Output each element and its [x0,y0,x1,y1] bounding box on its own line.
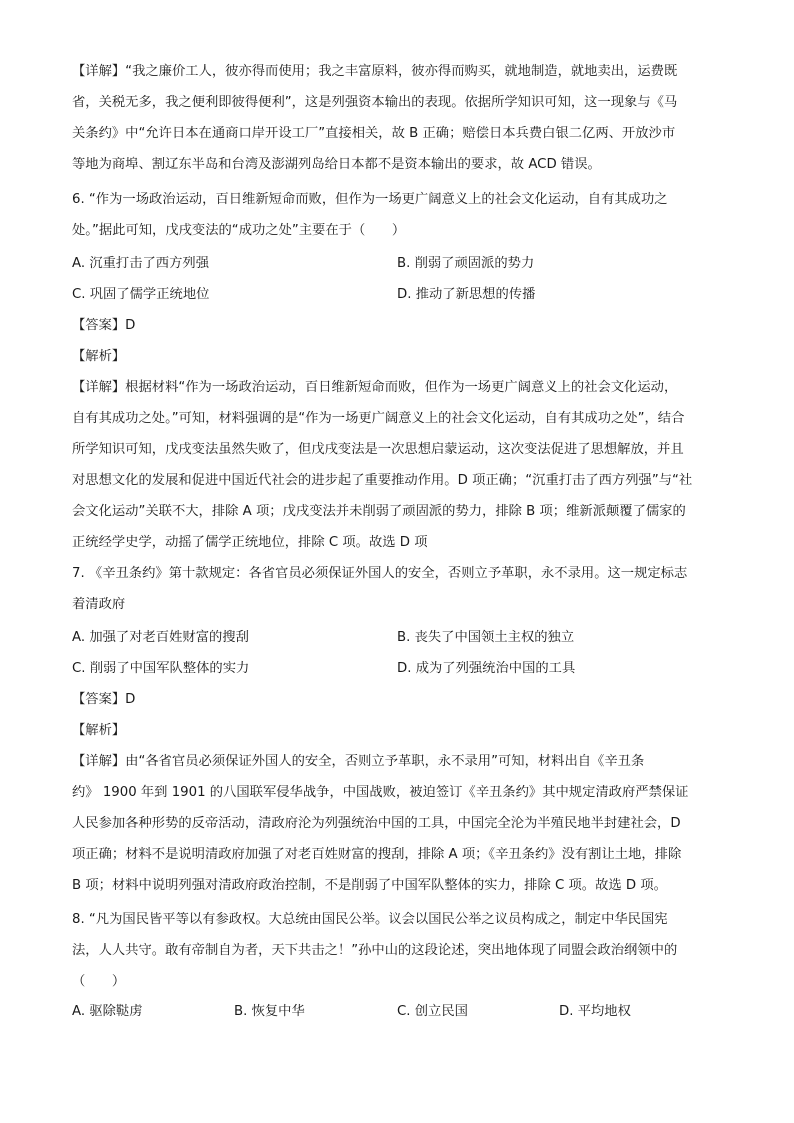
q6-detail-line-3: 所学知识可知，戊戌变法虽然失败了，但戊戌变法是一次思想启蒙运动，这次变法促进了思想解放，并且 [72,442,684,457]
q6-option-b: B. 削弱了顽固派的势力 [397,256,535,271]
q8-option-b: B. 恢复中华 [234,1004,305,1019]
q8-option-c: C. 创立民国 [397,1004,468,1019]
q7-stem-line-2: 着清政府 [72,597,126,612]
q6-detail-line-4: 对思想文化的发展和促进中国近代社会的进步起了重要推动作用。D 项正确；“沉重打击了西方列强”与“社 [72,473,693,488]
q8-option-d: D. 平均地权 [559,1004,631,1019]
q6-stem-line-2: 处。”据此可知，戊戌变法的“成功之处”主要在于（ ） [72,223,406,238]
q7-detail-line-3: 人民参加各种形势的反帝活动，清政府沦为列强统治中国的工具，中国完全沦为半殖民地半封建社会，D [72,816,681,831]
q7-option-b: B. 丧失了中国领土主权的独立 [397,630,575,645]
q7-option-c: C. 削弱了中国军队整体的实力 [72,661,250,676]
q5-detail-line-3: 关条约》中“允许日本在通商口岸开设工厂”直接相关，故 B 正确；赔偿日本兵费白银二亿两、开放沙市 [72,126,676,141]
q8-stem-line-3: （ ） [72,974,126,989]
q6-stem-line-1: 6. “作为一场政治运动，百日维新短命而败，但作为一场更广阔意义上的社会文化运动，自有其成功之 [72,192,668,207]
q6-option-a: A. 沉重打击了西方列强 [72,256,209,271]
q7-detail-line-5: B 项；材料中说明列强对清政府政治控制，不是削弱了中国军队整体的实力，排除 C 项。故选 D 项。 [72,878,667,893]
q6-option-d: D. 推动了新思想的传播 [397,287,536,302]
q6-analysis-heading: 【解析】 [72,349,126,364]
q7-answer: 【答案】D [72,692,136,707]
q6-option-c: C. 巩固了儒学正统地位 [72,287,210,302]
q7-analysis-heading: 【解析】 [72,723,126,738]
q6-detail-line-2: 自有其成功之处。”可知，材料强调的是“作为一场更广阔意义上的社会文化运动，自有其成功之处”，结合 [72,411,685,426]
q8-option-a: A. 驱除鞑虏 [72,1004,143,1019]
q7-detail-line-1: 【详解】由“各省官员必须保证外国人的安全，否则立予革职，永不录用”可知，材料出自《辛丑条 [72,754,645,769]
q8-stem-line-1: 8. “凡为国民皆平等以有参政权。大总统由国民公举。议会以国民公举之议员构成之，制定中华民国宪 [72,912,668,927]
q6-answer: 【答案】D [72,318,136,333]
q5-detail-line-2: 省，关税无多，我之便利即彼得便利”，这是列强资本输出的表现。依据所学知识可知，这一现象与《马 [72,95,678,110]
q6-detail-line-1: 【详解】根据材料“作为一场政治运动，百日维新短命而败，但作为一场更广阔意义上的社会文化运动， [72,380,678,395]
q8-stem-line-2: 法，人人共守。敢有帝制自为者，天下共击之！”孙中山的这段论述，突出地体现了同盟会政治纲领中的 [72,943,678,958]
q7-stem-line-1: 7. 《辛丑条约》第十款规定：各省官员必须保证外国人的安全，否则立予革职，永不录用。这一规定标志 [72,566,688,581]
q5-detail-line-4: 等地为商埠、割辽东半岛和台湾及澎湖列岛给日本都不是资本输出的要求，故 ACD 错误。 [72,157,601,172]
q5-detail-line-1: 【详解】“我之廉价工人，彼亦得而使用；我之丰富原料，彼亦得而购买，就地制造，就地卖出，运费既 [72,64,678,79]
q7-option-d: D. 成为了列强统治中国的工具 [397,661,576,676]
q7-detail-line-4: 项正确；材料不是说明清政府加强了对老百姓财富的搜刮，排除 A 项；《辛丑条约》没有割让土地，排除 [72,847,682,862]
q7-option-a: A. 加强了对老百姓财富的搜刮 [72,630,249,645]
q7-detail-line-2: 约》 1900 年到 1901 的八国联军侵华战争，中国战败，被迫签订《辛丑条约》其中规定清政府严禁保证 [72,785,689,800]
q6-detail-line-6: 正统经学史学，动摇了儒学正统地位，排除 C 项。故选 D 项 [72,535,428,550]
q6-detail-line-5: 会文化运动”关联不大，排除 A 项；戊戌变法并未削弱了顽固派的势力，排除 B 项；维新派颠覆了儒家的 [72,504,686,519]
